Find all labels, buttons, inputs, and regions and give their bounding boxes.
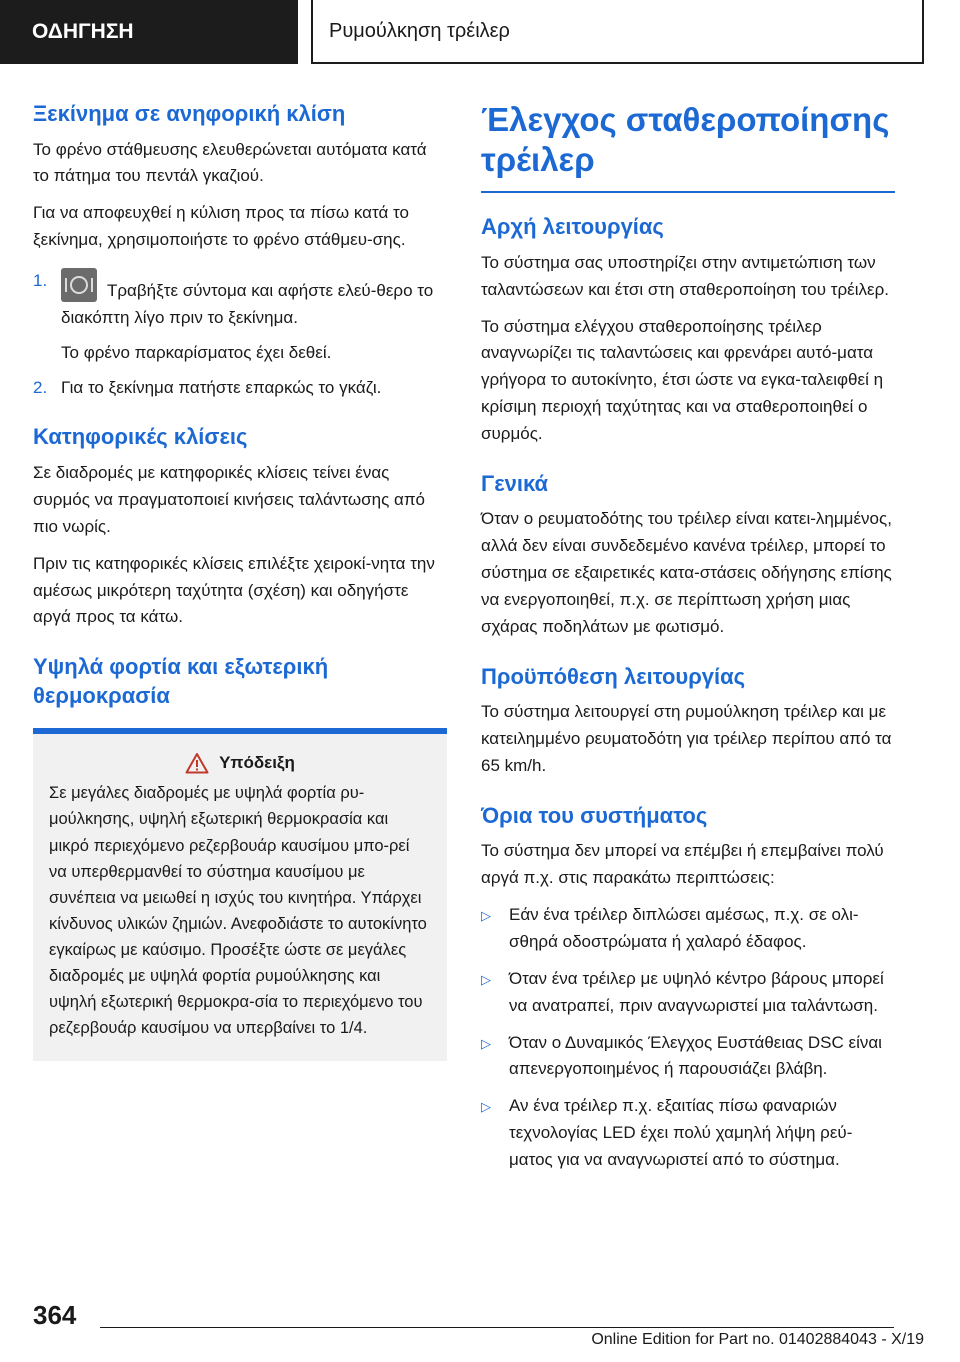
step-2-text: Για το ξεκίνημα πατήστε επαρκώς το γκάζι. (61, 377, 382, 397)
step-1 (33, 268, 447, 332)
heading-limits: Όρια του συστήματος (481, 802, 708, 828)
bullet-arrow-icon: ▷ (481, 971, 491, 987)
footer-divider (100, 1327, 894, 1328)
step-2 (33, 375, 447, 402)
heading-prerequisite: Προϋπόθεση λειτουργίας (481, 663, 746, 689)
list-item-text: Όταν ο Δυναμικός Έλεγχος Ευστάθειας DSC είναι απενεργοποιημένος ή παρουσιάζει βλάβη. (509, 1032, 882, 1079)
note-text: Σε μεγάλες διαδρομές με υψηλά φορτία ρυ-μούλκησης, υψηλή εξωτερική θερμοκρασία και μικρό περιεχόμενο ρεζερβουάρ καυσίμου μπο-ρεί να υπερθερμανθεί το σύστημα καυσίμου με συνέπεια να μειωθεί η ισχύς του κινητήρα. Υπάρχει κίνδυνος υλικών ζημιών. Ανεφοδιάστε το αυτοκίνητο εγκαίρως με καύσιμο. Προσέξτε ώστε σε μεγάλες διαδρομές με υψηλά φορτία ρυμούλκησης και υψηλή εξωτερική θερμοκρα-σία το περιεχόμενο του ρεζερβουάρ καυσίμου να υπερβαίνει το 1/4. (49, 784, 427, 1037)
bullet-arrow-icon: ▷ (481, 1035, 491, 1051)
right-column (481, 100, 895, 1184)
paragraph-limits: Το σύστημα δεν μπορεί να επέμβει ή επεμβαίνει πολύ αργά π.χ. στις παρακάτω περιπτώσεις: (481, 841, 884, 888)
header-chapter-label: Ρυμούλκηση τρέιλερ (329, 19, 510, 42)
left-column (33, 100, 447, 1061)
step-1-result: Το φρένο παρκαρίσματος έχει δεθεί. (61, 342, 332, 362)
header-chapter (311, 0, 924, 64)
heading-general: Γενικά (481, 470, 549, 496)
list-item-text: Αν ένα τρέιλερ π.χ. εξαιτίας πίσω φαναριών τεχνολογίας LED έχει πολύ χαμηλή λήψη ρεύ-ματος για να αναγνωριστεί από το σύστημα. (509, 1096, 853, 1170)
page-number: 364 (33, 1300, 77, 1330)
heading-downhill: Κατηφορικές κλίσεις (33, 424, 248, 450)
step-2-number: 2. (33, 377, 48, 397)
paragraph-principle-1: Το σύστημα σας υποστηρίζει στην αντιμετώπιση των ταλαντώσεων και έτσι στη σταθεροποίηση του τρέιλερ. (481, 252, 889, 299)
paragraph-general: Όταν ο ρευματοδότης του τρέιλερ είναι κατει-λημμένος, αλλά δεν είναι συνδεδεμένο κανένα τρέιλερ, μπορεί το σύστημα σε εξαιρετικές κατα-στάσεις οδήγησης επίσης να ενεργοποιηθεί, π.χ. σε περίπτωση χρήση μιας σχάρας ποδηλάτων με φωτισμό. (481, 509, 892, 636)
header-section (0, 0, 298, 64)
page-title: Έλεγχος σταθεροποίησης τρέιλερ (481, 100, 895, 193)
list-item (481, 902, 895, 956)
heading-hill-start: Ξεκίνημα σε ανηφορική κλίση (33, 101, 346, 126)
parking-brake-button-icon (61, 268, 97, 302)
list-item (481, 1030, 895, 1084)
heading-principle: Αρχή λειτουργίας (481, 214, 664, 240)
warning-triangle-icon (185, 752, 209, 774)
paragraph-prerequisite: Το σύστημα λειτουργεί στη ρυμούλκηση τρέιλερ και με κατειλημμένο ρευματοδότη για τρέιλερ περίπου από τα 65 km/h. (481, 702, 892, 775)
note-title: Υπόδειξη (219, 753, 295, 773)
heading-high-loads: Υψηλά φορτία και εξωτερική θερμοκρασία (33, 654, 329, 708)
bullet-arrow-icon: ▷ (481, 908, 491, 924)
paragraph-downhill-1: Σε διαδρομές με κατηφορικές κλίσεις τείνει ένας συρμός να πραγματοποιεί κινήσεις ταλάντωσης από πιο νωρίς. (33, 463, 426, 536)
list-item-text: Όταν ένα τρέιλερ με υψηλό κέντρο βάρους μπορεί να ανατραπεί, πριν αναγνωριστεί μια ταλάντωση. (509, 968, 884, 1015)
step-1-number: 1. (33, 271, 48, 291)
note-box (33, 728, 447, 1061)
header-section-label: ΟΔΗΓΗΣΗ (32, 20, 134, 43)
footer-edition: Online Edition for Part no. 01402884043 - X/19 (591, 1331, 924, 1348)
paragraph-principle-2: Το σύστημα ελέγχου σταθεροποίησης τρέιλερ αναγνωρίζει τις ταλαντώσεις και φρενάρει αυτό-ματα γρήγορα το αυτοκίνητο, έτσι ώστε να εγκα-ταλειφθεί η κρίσιμη περιοχή ταχύτητας και να σταθεροποιηθεί ο συρμός. (481, 316, 884, 443)
paragraph-hill-1: Το φρένο στάθμευσης ελευθερώνεται αυτόματα κατά το πάτημα του πεντάλ γκαζιού. (33, 139, 427, 186)
bullet-arrow-icon: ▷ (481, 1099, 491, 1115)
step-1-body (61, 268, 447, 332)
list-item (481, 966, 895, 1020)
step-1-text: Τραβήξτε σύντομα και αφήστε ελεύ-θερο το διακόπτη λίγο πριν το ξεκίνημα. (61, 281, 434, 327)
paragraph-downhill-2: Πριν τις κατηφορικές κλίσεις επιλέξτε χειροκί-νητα την αμέσως μικρότερη ταχύτητα (σχέση) και οδηγήστε αργά προς τα κάτω. (33, 553, 435, 627)
list-item-text: Εάν ένα τρέιλερ διπλώσει αμέσως, π.χ. σε ολι-σθηρά οδοστρώματα ή χαλαρό έδαφος. (509, 905, 859, 952)
paragraph-hill-2: Για να αποφευχθεί η κύλιση προς τα πίσω κατά το ξεκίνημα, χρησιμοποιήστε το φρένο στάθμευ-σης. (33, 203, 409, 250)
note-header (49, 752, 431, 774)
list-item (481, 1093, 895, 1174)
